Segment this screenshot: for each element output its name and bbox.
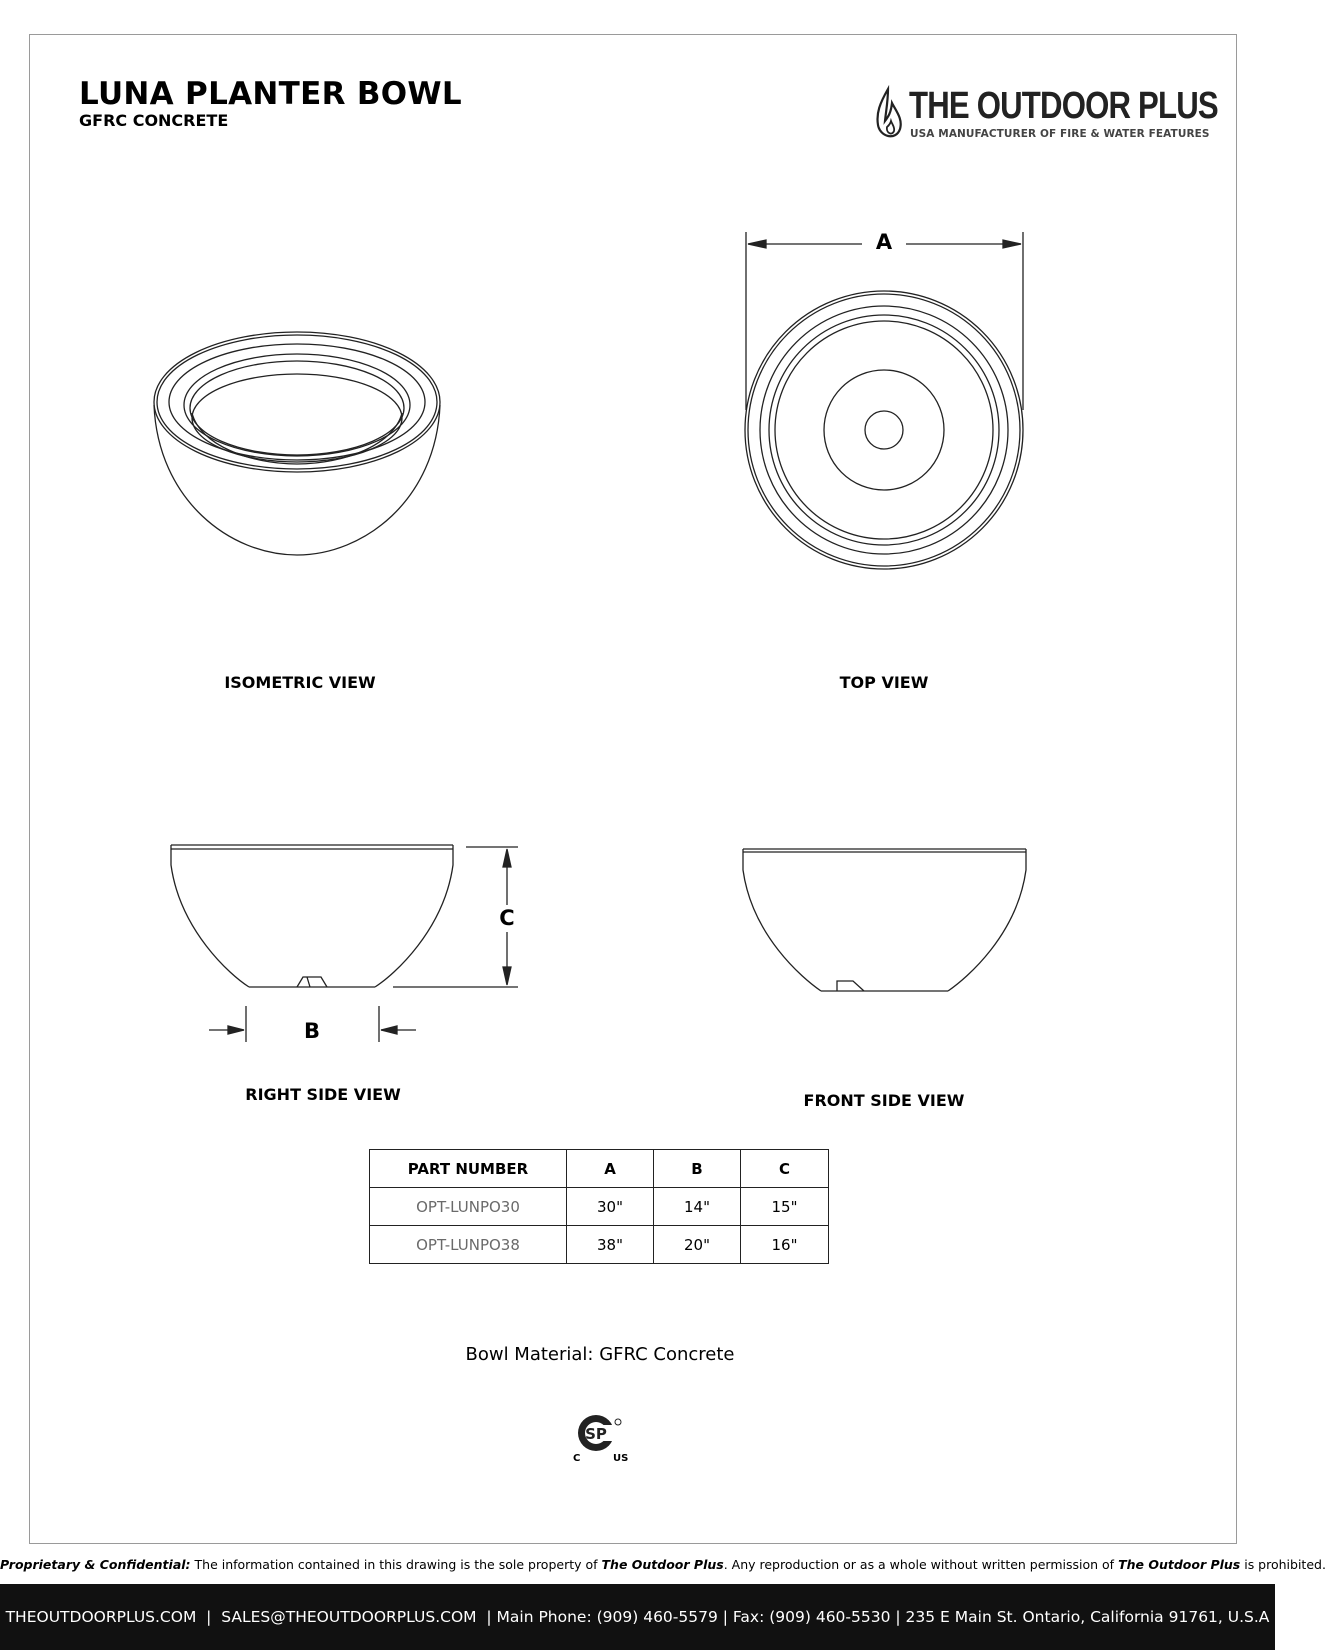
table-cell: 30" [567,1188,654,1226]
page-title: LUNA PLANTER BOWL [79,76,462,112]
logo-name: THE OUTDOOR PLUS [909,85,1218,127]
notice-text: . Any reproduction or as a whole without written permission of [723,1557,1119,1572]
footer-bar [0,1584,1275,1650]
parts-table [369,1149,829,1264]
top-view-label: TOP VIEW [839,673,929,692]
table-row [370,1188,829,1226]
isometric-bowl-drawing [154,332,440,555]
dimension-b-label: B [303,1019,320,1043]
notice-company: The Outdoor Plus [601,1557,724,1572]
right-side-view-label: RIGHT SIDE VIEW [245,1085,401,1104]
table-header-cell: B [654,1150,741,1188]
notice-text: The information contained in this drawing is the sole property of [190,1557,602,1572]
dimension-a-label: A [875,230,893,254]
table-cell: 38" [567,1226,654,1264]
table-cell: 14" [654,1188,741,1226]
front-side-view-label: FRONT SIDE VIEW [803,1091,965,1110]
notice-label: Proprietary & Confidential: [0,1557,191,1572]
confidentiality-notice [0,1557,1326,1572]
dimension-c-label: C [499,906,515,930]
csa-certification [573,1413,633,1468]
page-subtitle: GFRC CONCRETE [79,111,229,130]
cert-c-mark: C [573,1453,581,1464]
notice-text: is prohibited. [1240,1557,1326,1572]
table-cell: 20" [654,1226,741,1264]
isometric-view-label: ISOMETRIC VIEW [224,673,376,692]
part-number-cell: OPT-LUNPO38 [370,1226,567,1264]
table-header-row [370,1150,829,1188]
table-header-cell: C [741,1150,829,1188]
bowl-material: Bowl Material: GFRC Concrete [465,1344,735,1365]
front-side-view-drawing [743,849,1026,991]
logo-tagline: USA MANUFACTURER OF FIRE & WATER FEATURES [910,128,1210,140]
top-view-drawing [745,232,1023,569]
svg-text:SP: SP [585,1425,607,1443]
table-cell: 16" [741,1226,829,1264]
notice-company: The Outdoor Plus [1118,1557,1241,1572]
table-cell: 15" [741,1188,829,1226]
cert-us-mark: US [613,1453,629,1464]
table-header-cell: PART NUMBER [370,1150,567,1188]
table-header-cell: A [567,1150,654,1188]
right-side-view-drawing [171,845,518,1042]
part-number-cell: OPT-LUNPO30 [370,1188,567,1226]
table-row [370,1226,829,1264]
footer-contact: THEOUTDOORPLUS.COM | SALES@THEOUTDOORPLUS.COM | Main Phone: (909) 460-5579 | Fax: (909) 460-5530 | 235 E Main St. Ontario, California 91761, U.S.A [5,1608,1270,1626]
